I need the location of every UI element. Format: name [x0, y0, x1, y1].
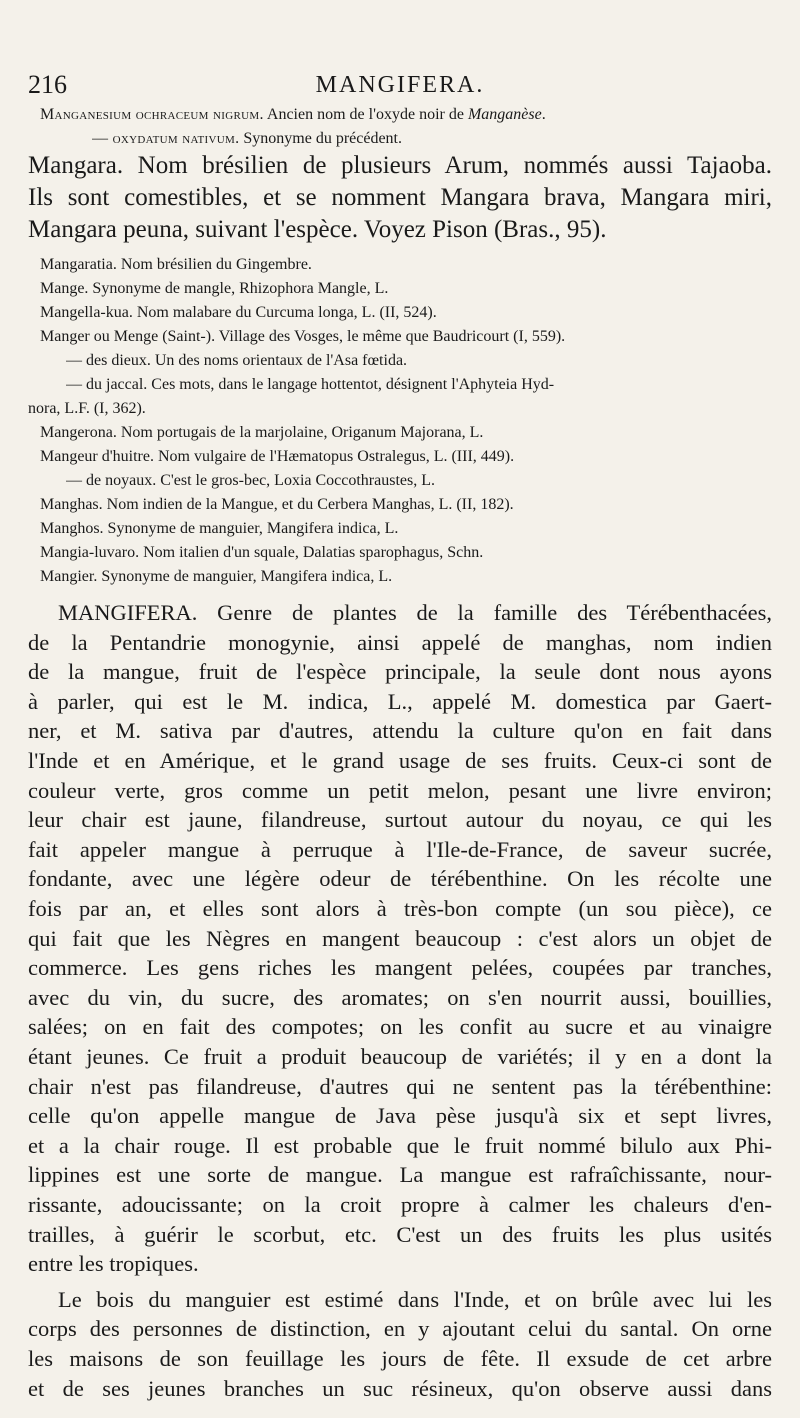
article-line: et de ses jeunes branches un suc résineux, qu'on observe aussi dans: [28, 1375, 772, 1401]
article-line: corps des personnes de distinction, en y ajoutant celui du santal. On orne: [28, 1316, 772, 1342]
mangara-line-1: Mangara. Nom brésilien de plusieurs Arum, nommés aussi Tajaoba.: [28, 152, 772, 179]
mangara-line-3: Mangara peuna, suivant l'espèce. Voyez Pison (Bras., 95).: [28, 216, 607, 243]
entry-manghas: Manghas. Nom indien de la Mangue, et du Cerbera Manghas, L. (II, 182).: [40, 496, 514, 513]
entry-mange: Mange. Synonyme de mangle, Rhizophora Mangle, L.: [40, 280, 389, 297]
article-line: Le bois du manguier est estimé dans l'Inde, et on brûle avec lui les: [58, 1286, 772, 1312]
article-line: rissante, adoucissante; on la croit propre à calmer les chaleurs d'en-: [28, 1192, 772, 1217]
article-line: étant jeunes. Ce fruit a produit beaucoup de variétés; il y en a dont la: [28, 1044, 772, 1069]
entry-manganesium-2: — oxydatum nativum. Synonyme du précédent.: [92, 130, 402, 147]
article-line: de la Pentandrie monogynie, ainsi appelé de manghas, nom indien: [28, 629, 772, 655]
article-line: fois par an, et elles sont alors à très-bon compte (un sou pièce), ce: [28, 896, 772, 921]
article-line: et a la chair rouge. Il est probable que le fruit nommé bilulo aux Phi-: [28, 1132, 772, 1158]
entry-manghos: Manghos. Synonyme de manguier, Mangifera indica, L.: [40, 520, 399, 537]
page-number: 216: [28, 70, 67, 99]
entry-mangeur-huitre: Mangeur d'huitre. Nom vulgaire de l'Hæmatopus Ostralegus, L. (III, 449).: [40, 448, 515, 465]
article-line: trailles, à guérir le scorbut, etc. C'est un des fruits les plus usités: [28, 1221, 772, 1247]
entry-de-noyaux: — de noyaux. C'est le gros-bec, Loxia Coccothraustes, L.: [66, 472, 436, 489]
article-line: ner, et M. sativa par d'autres, attendu la culture qu'on en fait dans: [28, 718, 772, 744]
entry-manger: Manger ou Menge (Saint-). Village des Vosges, le même que Baudricourt (I, 559).: [40, 328, 566, 345]
article-line: à parler, qui est le M. indica, L., appelé M. domestica par Gaert-: [28, 688, 772, 714]
entry-mangaratia: Mangaratia. Nom brésilien du Gingembre.: [40, 256, 312, 273]
article-line: entre les tropiques.: [28, 1251, 199, 1277]
article-line: couleur verte, gros comme un petit melon, pesant une livre environ;: [28, 777, 772, 803]
article-line: celle qu'on appelle mangue de Java pèse jusqu'à six et sept livres,: [28, 1103, 772, 1129]
article-line: avec du vin, du sucre, des aromates; on s'en nourrit aussi, bouillies,: [28, 984, 772, 1010]
article-line: les maisons de son feuillage les jours de fête. Il exsude de cet arbre: [28, 1346, 772, 1371]
article-line: lippines est une sorte de mangue. La mangue est rafraîchissante, nour-: [28, 1162, 772, 1188]
article-line: fait appeler mangue à perruque à l'Ile-de-France, de saveur sucrée,: [28, 836, 772, 862]
running-head: MANGIFERA.: [315, 72, 485, 98]
entry-mangella-kua: Mangella-kua. Nom malabare du Curcuma longa, L. (II, 524).: [40, 304, 437, 321]
page-header: [28, 70, 772, 100]
entry-mangerona: Mangerona. Nom portugais de la marjolaine, Origanum Majorana, L.: [40, 424, 484, 441]
entry-du-jaccal-cont: nora, L.F. (I, 362).: [28, 400, 146, 417]
mangara-line-2: Ils sont comestibles, et se nomment Mangara brava, Mangara miri,: [28, 184, 772, 211]
article-line: MANGIFERA. Genre de plantes de la famille des Térébenthacées,: [58, 600, 772, 625]
entry-des-dieux: — des dieux. Un des noms orientaux de l'Asa fœtida.: [66, 352, 408, 369]
article-line: commerce. Les gens riches les mangent pelées, coupées par tranches,: [28, 955, 772, 981]
article-line: de la mangue, fruit de l'espèce principale, la seule dont nous ayons: [28, 659, 772, 685]
entry-manganesium: Manganesium ochraceum nigrum. Ancien nom de l'oxyde noir de Manganèse.: [40, 106, 546, 123]
article-line: fondante, avec une légère odeur de térébenthine. On les récolte une: [28, 866, 772, 892]
entry-mangia-luvaro: Mangia-luvaro. Nom italien d'un squale, Dalatias sparophagus, Schn.: [40, 544, 484, 561]
entry-du-jaccal: — du jaccal. Ces mots, dans le langage hottentot, désignent l'Aphyteia Hyd-: [66, 376, 555, 393]
article-line: chair n'est pas filandreuse, d'autres qui ne sentent pas la térébenthine:: [28, 1073, 772, 1099]
article-line: salées; on en fait des compotes; on les confit au sucre et au vinaigre: [28, 1014, 772, 1040]
article-line: qui fait que les Nègres en mangent beaucoup : c'est alors un objet de: [28, 925, 772, 951]
article-line: leur chair est jaune, filandreuse, surtout autour du noyau, ce qui les: [28, 807, 772, 833]
entry-mangier: Mangier. Synonyme de manguier, Mangifera indica, L.: [40, 568, 393, 585]
article-line: l'Inde et en Amérique, et le grand usage de ses fruits. Ceux-ci sont de: [28, 748, 772, 773]
